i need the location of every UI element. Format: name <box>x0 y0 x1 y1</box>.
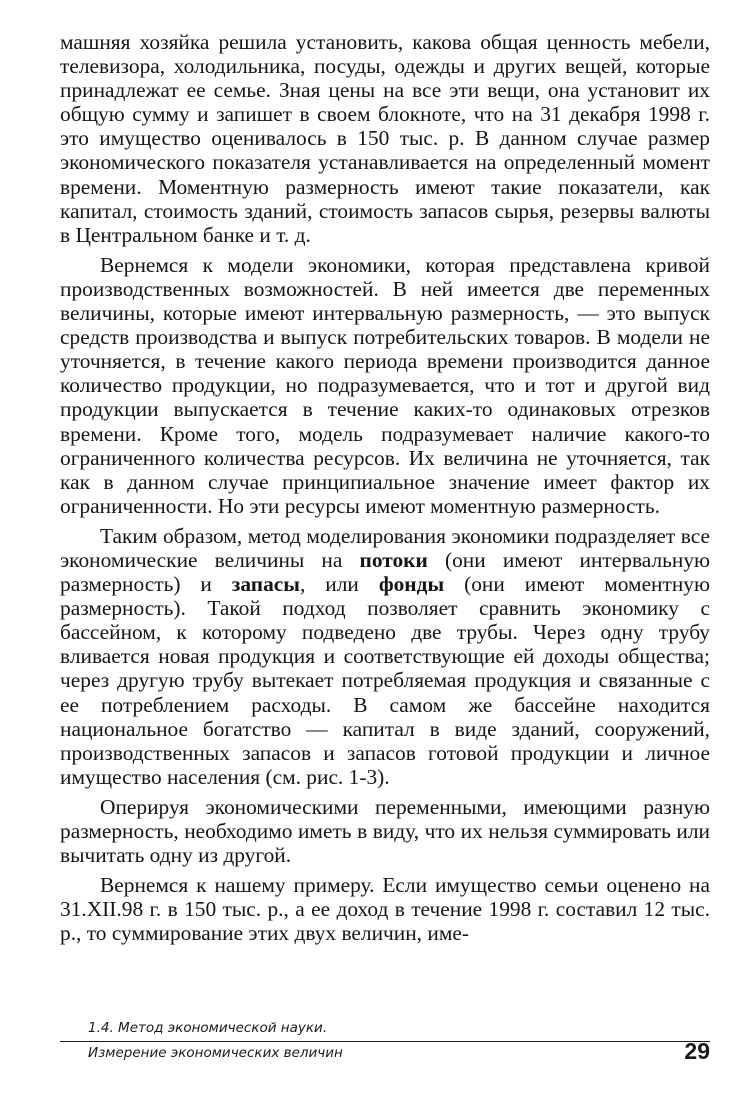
running-footer-subsection: Измерение экономических величин <box>88 1045 343 1061</box>
term-stocks: запасы <box>231 572 301 597</box>
paragraph-5: Вернемся к нашему примеру. Если имущество семьи оценено на 31.XII.98 г. в 150 тыс. р., а ее доход в течение 1998 г. составил 12 тыс. р., то суммирование этих двух величин, име- <box>60 873 710 946</box>
term-funds: фонды <box>378 572 445 597</box>
paragraph-1: машняя хозяйка решила установить, какова общая ценность мебели, телевизора, холодильника, посуды, одежды и других вещей, которые принадлежат ее семье. Зная цены на все эти вещи, она установит их общую сумму и запишет в своем блокноте, что на 31 декабря 1998 г. это имущество оценивалось в 150 тыс. р. В данном случае размер экономического показателя устанавливается на определенный момент времени. Моментную размерность имеют такие показатели, как капитал, стоимость зданий, стоимость запасов сырья, резервы валюты в Центральном банке и т. д. <box>60 30 710 247</box>
paragraph-4: Оперируя экономическими переменными, имеющими разную размерность, необходимо иметь в виду, что их нельзя суммировать или вычитать одну из другой. <box>60 794 710 868</box>
paragraph-3-text-b: (они имеют интервальную размерность) и <box>60 547 710 597</box>
page-body <box>60 30 710 945</box>
footer-divider <box>60 1041 710 1042</box>
paragraph-2: Вернемся к модели экономики, которая представлена кривой производственных возможностей. В ней имеется две переменных величины, которые имеют интервальную размерность, — это выпуск средств производства и выпуск потребительских товаров. В модели не уточняется, в течение какого периода времени производится данное количество продукции, но подразумевается, что и тот и другой вид продукции выпускается в течение каких-то одинаковых отрезков времени. Кроме того, модель подразумевает наличие какого-то ограниченного количества ресурсов. Их величина не уточняется, так как в данном случае принципиальное значение имеет фактор их ограниченности. Но эти ресурсы имеют моментную размерность. <box>60 252 710 518</box>
term-flows: потоки <box>359 547 428 572</box>
paragraph-3-text-a: Таким образом, метод моделирования экономики подразделяет все экономические величины на <box>60 523 710 572</box>
page-number: 29 <box>684 1038 710 1064</box>
paragraph-3-text-d: (они имеют моментную размерность). Такой подход позволяет сравнить экономику с бассейном, к которому подведено две трубы. Через одну трубу вливается новая продукция и соответствующие ей доходы общества; через другую трубу вытекает потребляемая продукция и связанные с ее потреблением расходы. В самом же бассейне находится национальное богатство — капитал в виде зданий, сооружений, производственных запасов и запасов готовой продукции и личное имущество населения (см. рис. 1-3). <box>60 572 710 789</box>
running-footer-section: 1.4. Метод экономической науки. <box>88 1020 328 1036</box>
paragraph-3 <box>60 524 710 789</box>
paragraph-3-text-c: , или <box>300 572 379 597</box>
